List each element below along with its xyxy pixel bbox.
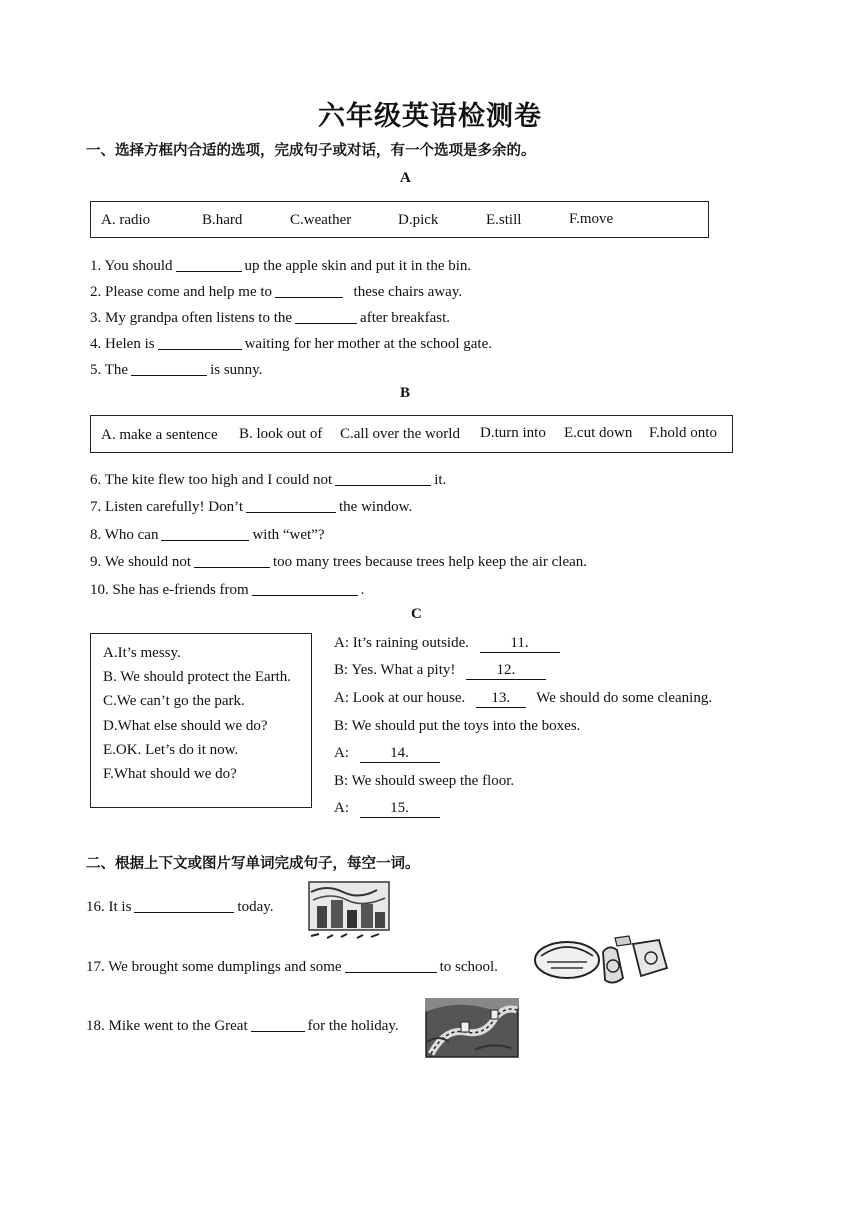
partA-option: A. radio [101, 212, 151, 228]
page-title: 六年级英语检测卷 [318, 101, 542, 132]
dialogue-line-2: B: Yes. What a pity! 12. [334, 662, 549, 680]
dialogue-line-1: A: It’s raining outside. 11. [334, 635, 563, 653]
answer-blank[interactable] [251, 1017, 305, 1032]
great-wall-picture [425, 998, 519, 1058]
question-5: 5. The is sunny. [90, 362, 263, 378]
question-10: 10. She has e-friends from . [90, 582, 365, 598]
answer-blank[interactable] [176, 257, 242, 272]
answer-blank[interactable]: 14. [360, 745, 440, 763]
partC-option: A.It’s messy. [103, 645, 181, 661]
answer-blank[interactable] [131, 361, 207, 376]
partB-option: B. look out of [239, 426, 323, 442]
dialogue-line-6: B: We should sweep the floor. [334, 773, 515, 789]
answer-blank[interactable] [335, 471, 431, 486]
question-6: 6. The kite flew too high and I could not it. [90, 472, 447, 488]
partB-label: B [400, 385, 411, 401]
question-9: 9. We should not too many trees because trees help keep the air clean. [90, 554, 588, 570]
partA-options-box [90, 201, 709, 238]
partB-option: C.all over the world [340, 426, 460, 442]
windy-city-picture [307, 880, 391, 944]
question-8: 8. Who can with “wet”? [90, 527, 325, 543]
answer-blank[interactable]: 13. [476, 690, 526, 708]
answer-blank[interactable] [161, 526, 249, 541]
dialogue-line-7: A: 15. [334, 800, 443, 818]
question-1: 1. You should up the apple skin and put it in the bin. [90, 258, 472, 274]
question-18: 18. Mike went to the Great for the holiday. [86, 1018, 399, 1034]
dialogue-line-3: A: Look at our house. 13. We should do some cleaning. [334, 690, 713, 706]
answer-blank[interactable] [158, 335, 242, 350]
partA-option: E.still [486, 212, 522, 228]
partC-option: D.What else should we do? [103, 718, 268, 734]
answer-blank[interactable] [134, 898, 234, 913]
dialogue-line-5: A: 14. [334, 745, 443, 763]
partC-option: F.What should we do? [103, 766, 237, 782]
partB-option: A. make a sentence [101, 427, 218, 443]
answer-blank[interactable] [295, 309, 357, 324]
answer-blank[interactable] [345, 958, 437, 973]
section2-heading: 二、根据上下文或图片写单词完成句子，每空一词。 [86, 856, 420, 872]
question-3: 3. My grandpa often listens to the after breakfast. [90, 310, 450, 326]
partB-option: F.hold onto [649, 425, 717, 441]
partB-option: E.cut down [564, 425, 633, 441]
question-2: 2. Please come and help me to these chairs away. [90, 284, 463, 300]
snacks-picture [533, 932, 671, 988]
partB-options-box [90, 415, 733, 453]
dialogue-line-4: B: We should put the toys into the boxes. [334, 718, 581, 734]
partC-label: C [411, 606, 422, 622]
question-7: 7. Listen carefully! Don’t the window. [90, 499, 413, 515]
question-17: 17. We brought some dumplings and some to school. [86, 959, 498, 975]
partC-option: C.We can’t go the park. [103, 693, 245, 709]
answer-blank[interactable] [275, 283, 343, 298]
partA-option: C.weather [290, 212, 352, 228]
answer-blank[interactable]: 15. [360, 800, 440, 818]
question-16: 16. It is today. [86, 899, 274, 915]
partA-label: A [400, 170, 411, 186]
answer-blank[interactable] [252, 581, 358, 596]
partC-option: E.OK. Let’s do it now. [103, 742, 239, 758]
partA-option: B.hard [202, 212, 243, 228]
answer-blank[interactable] [194, 553, 270, 568]
question-4: 4. Helen is waiting for her mother at the school gate. [90, 336, 492, 352]
answer-blank[interactable]: 11. [480, 635, 560, 653]
partB-option: D.turn into [480, 425, 546, 441]
answer-blank[interactable]: 12. [466, 662, 546, 680]
partA-option: F.move [569, 211, 614, 227]
partC-options-box [90, 633, 312, 808]
partC-option: B. We should protect the Earth. [103, 669, 292, 685]
section1-heading: 一、选择方框内合适的选项，完成句子或对话，有一个选项是多余的。 [86, 143, 536, 159]
partA-option: D.pick [398, 212, 439, 228]
answer-blank[interactable] [246, 498, 336, 513]
